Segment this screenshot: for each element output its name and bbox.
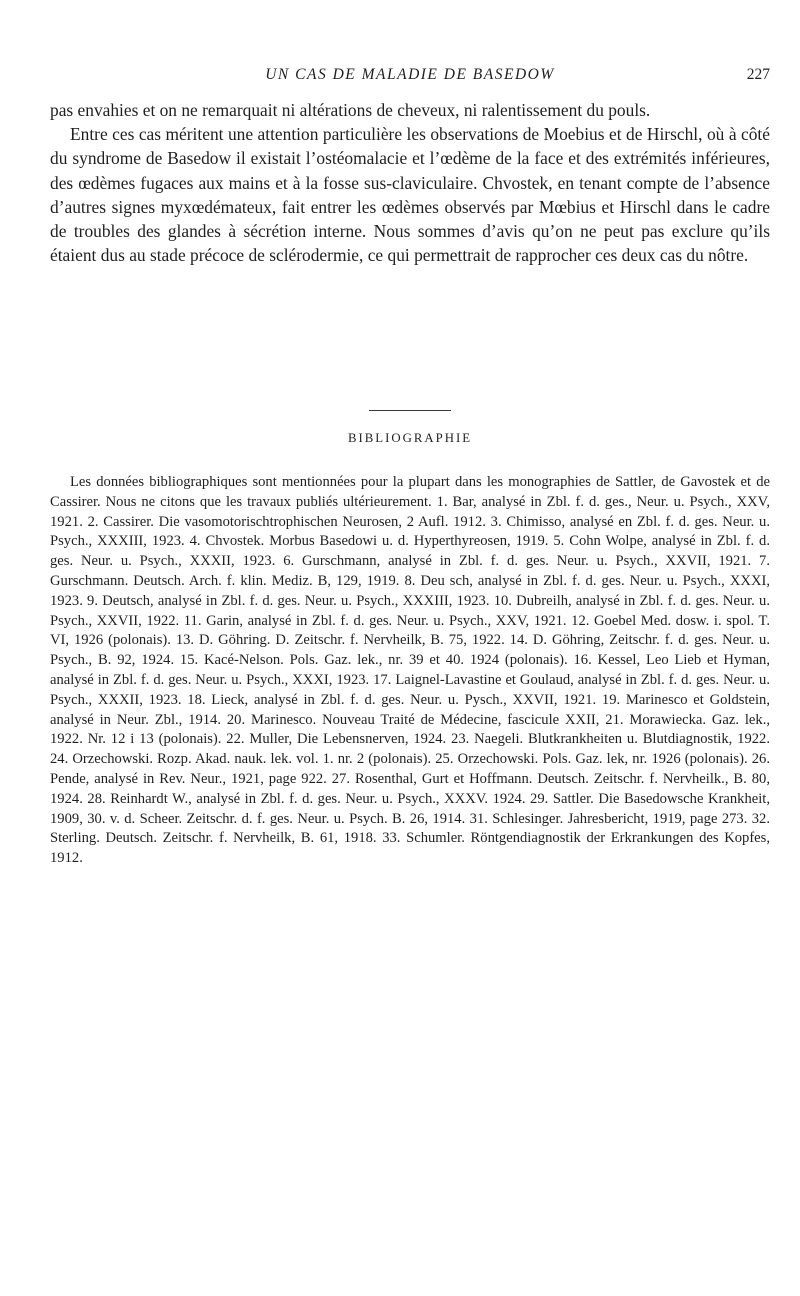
bibliography-text: Les données bibliographiques sont mentionnées pour la plupart dans les monographies de Sattler, de Gavostek et de Cassirer. Nous ne citons que les travaux publiés ultérieurement. 1. Bar, analysé in Zbl. f. d. ges., Neur. u. Psych., XXV, 1921. 2. Cassirer. Die vasomotorischtrophischen Neurosen, 2 Aufl. 1912. 3. Chimisso, analysé en Zbl. f. d. ges. Neur. u. Psych., XXXIII, 1923. 4. Chvostek. Morbus Basedowi u. d. Hyperthyreosen, 1919. 5. Cohn Wolpe, analysé in Zbl. f. d. ges. Neur. u. Psych., XXXII, 1923. 6. Gurschmann, analysé in Zbl. f. d. ges. Neur. u. Psych., XXVII, 1921. 7. Gurschmann. Deutsch. Arch. f. klin. Mediz. B, 129, 1919. 8. Deu sch, analysé in Zbl. f. d. ges. Neur. u. Psych., XXXI, 1923. 9. Deutsch, analysé in Zbl. f. d. ges. Neur. u. Psych., XXXIII, 1923. 10. Dubreilh, analysé in Zbl. f. d. ges. Neur. u. Psych., XXVII, 1922. 11. Garin, analysé in Zbl. f. d. ges. Neur. u. Psych., XXV, 1921. 12. Goebel Med. dosw. i. spol. T. VI, 1926 (polonais). 13. D. Göhring. D. Zeitschr. f. Nervheilk, B. 75, 1922. 14. D. Göhring, Zeitschr. f. d. ges. Neur. u. Psych., B. 92, 1924. 15. Kacé-Nelson. Pols. Gaz. lek., nr. 39 et 40. 1924 (polonais). 16. Kessel, Leo Lieb et Hyman, analysé in Zbl. f. d. ges. Neur. u. Psych., XXXI, 1923. 17. Laignel-Lavastine et Goulaud, analysé in Zbl. f. d. ges. Neur. u. Psych., XXXII, 1923. 18. Lieck, analysé in Zbl. f. d. ges. Neur. u. Pysch., XXVII, 1921. 19. Marinesco et Goldstein, analysé in Neur. Zbl., 1914. 20. Marinesco. Nouveau Traité de Médecine, fascicule XXII, 21. Morawiecka. Gaz. lek., 1922. Nr. 12 i 13 (polonais). 22. Muller, Die Lebensnerven, 1924. 23. Naegeli. Blutkrankheiten u. Blutdiagnostik, 1922. 24. Orzechowski. Rozp. Akad. nauk. lek. vol. 1. nr. 2 (polonais). 25. Orzechowski. Pols. Gaz. lek, nr. 1926 (polonais). 26. Pende, analysé in Rev. Neur., 1921, page 922. 27. Rosenthal, Gurt et Hoffmann. Deutsch. Zeitschr. f. Nervheilk., B. 80, 1924. 28. Reinhardt W., analysé in Zbl. f. d. ges. Neur. u. Psych., XXXV. 1924. 29. Sattler. Die Basedowsche Krankheit, 1909, 30. v. d. Scheer. Zeitschr. d. f. ges. Neur. u. Psych. B. 26, 1914. 31. Schlesinger. Jahresbericht, 1919, page 273. 32. Sterling. Deutsch. Zeitschr. f. Nervheilk, B. 61, 1918. 33. Schumler. Röntgendiagnostik der Erkrankungen des Kopfes, 1912. <box>50 474 770 867</box>
bibliography-heading: BIBLIOGRAPHIE <box>347 431 473 445</box>
section-divider <box>369 410 451 411</box>
running-title: UN CAS DE MALADIE DE BASEDOW <box>265 66 555 83</box>
body-paragraph-2: Entre ces cas méritent une attention particulière les observations de Moebius et de Hirschl, où à côté du syndrome de Basedow il existait l’ostéomalacie et l’œdème de la face et des extrémités inférieures, des œdèmes fugaces aux mains et à la fosse sus-claviculaire. Chvostek, en tenant compte de l’absence d’autres signes myxœdémateux, fait entrer les œdèmes observés par Mœbius et Hirschl dans le cadre de troubles des glandes à sécrétion interne. Nous sommes d’avis qu’on ne peut pas exclure qu’ils étaient dus au stade précoce de sclérodermie, ce qui permettrait de rapprocher ces deux cas du nôtre. <box>50 124 770 266</box>
body-text <box>50 98 770 267</box>
bibliography-section <box>50 473 770 869</box>
running-header <box>50 66 770 88</box>
body-paragraph-1: pas envahies et on ne remarquait ni altérations de cheveux, ni ralentissement du pouls. <box>50 100 651 120</box>
page-number: 227 <box>746 66 770 83</box>
